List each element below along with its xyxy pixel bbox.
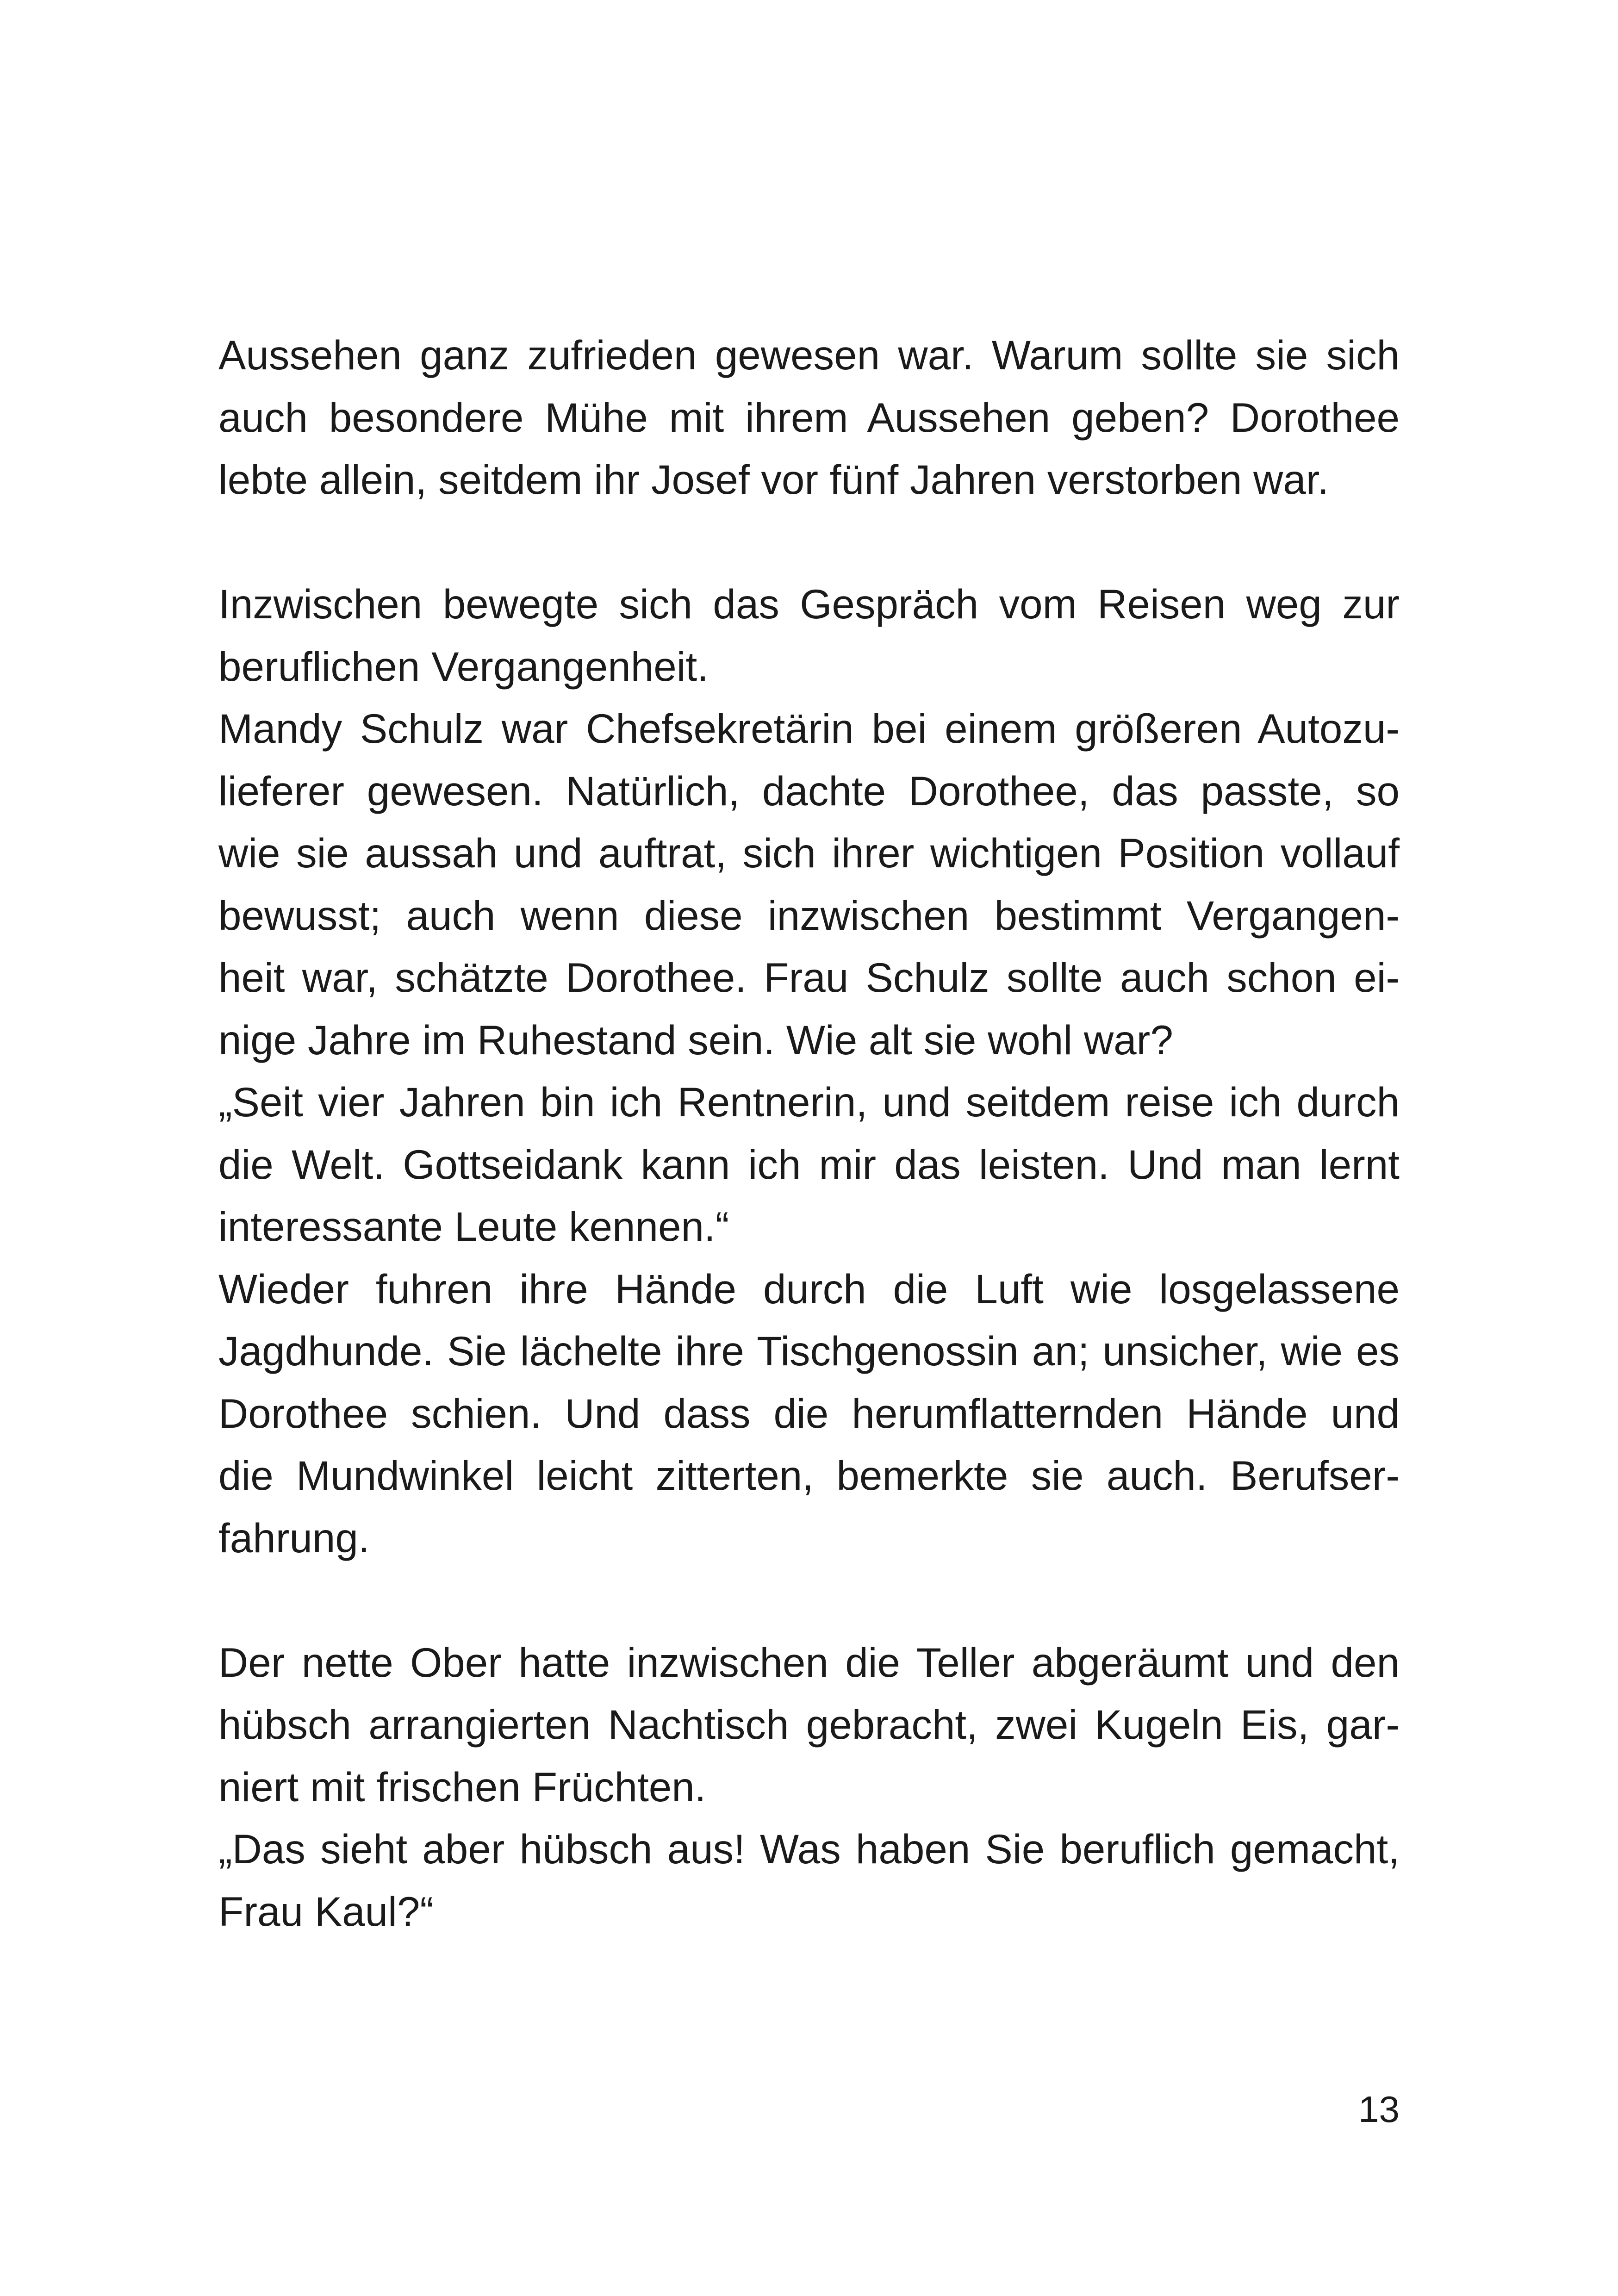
text-line: hübsch arrangierten Nachtisch gebracht, zwei Kugeln Eis, gar-: [218, 1701, 1400, 1748]
paragraph-gap: [218, 511, 1400, 573]
text-line: fahrung.: [218, 1514, 370, 1561]
text-line: auch besondere Mühe mit ihrem Aussehen geben? Dorothee: [218, 394, 1400, 441]
page-number: 13: [1358, 2089, 1400, 2130]
text-line: Dorothee schien. Und dass die herumflatternden Hände und: [218, 1390, 1400, 1437]
text-line: Jagdhunde. Sie lächelte ihre Tischgenossin an; unsicher, wie es: [218, 1328, 1400, 1374]
text-line: interessante Leute kennen.“: [218, 1203, 729, 1250]
text-line: die Mundwinkel leicht zitterten, bemerkte sie auch. Berufser-: [218, 1452, 1400, 1499]
text-line: wie sie aussah und auftrat, sich ihrer wichtigen Position vollauf: [218, 830, 1400, 876]
text-line: Der nette Ober hatte inzwischen die Teller abgeräumt und den: [218, 1639, 1400, 1686]
text-line: die Welt. Gottseidank kann ich mir das leisten. Und man lernt: [218, 1141, 1400, 1188]
text-line: Wieder fuhren ihre Hände durch die Luft wie losgelassene: [218, 1265, 1400, 1312]
text-line: lieferer gewesen. Natürlich, dachte Dorothee, das passte, so: [218, 767, 1400, 814]
text-line: bewusst; auch wenn diese inzwischen bestimmt Vergangen-: [218, 892, 1400, 939]
text-line: niert mit frischen Früchten.: [218, 1763, 706, 1810]
text-line: Aussehen ganz zufrieden gewesen war. Warum sollte sie sich: [218, 332, 1400, 378]
text-line: Inzwischen bewegte sich das Gespräch vom Reisen weg zur: [218, 581, 1400, 627]
text-line: heit war, schätzte Dorothee. Frau Schulz sollte auch schon ei-: [218, 954, 1400, 1001]
text-line: Frau Kaul?“: [218, 1888, 434, 1935]
paragraph-gap: [218, 1569, 1400, 1631]
text-line: Mandy Schulz war Chefsekretärin bei einem größeren Autozu-: [218, 705, 1400, 752]
text-line: „Seit vier Jahren bin ich Rentnerin, und seitdem reise ich durch: [218, 1079, 1400, 1125]
body-text: [218, 324, 1400, 1942]
text-line: „Das sieht aber hübsch aus! Was haben Sie beruflich gemacht,: [218, 1826, 1400, 1872]
text-line: lebte allein, seitdem ihr Josef vor fünf Jahren verstorben war.: [218, 456, 1329, 503]
text-line: beruflichen Vergangenheit.: [218, 643, 709, 690]
text-line: nige Jahre im Ruhestand sein. Wie alt sie wohl war?: [218, 1016, 1173, 1063]
